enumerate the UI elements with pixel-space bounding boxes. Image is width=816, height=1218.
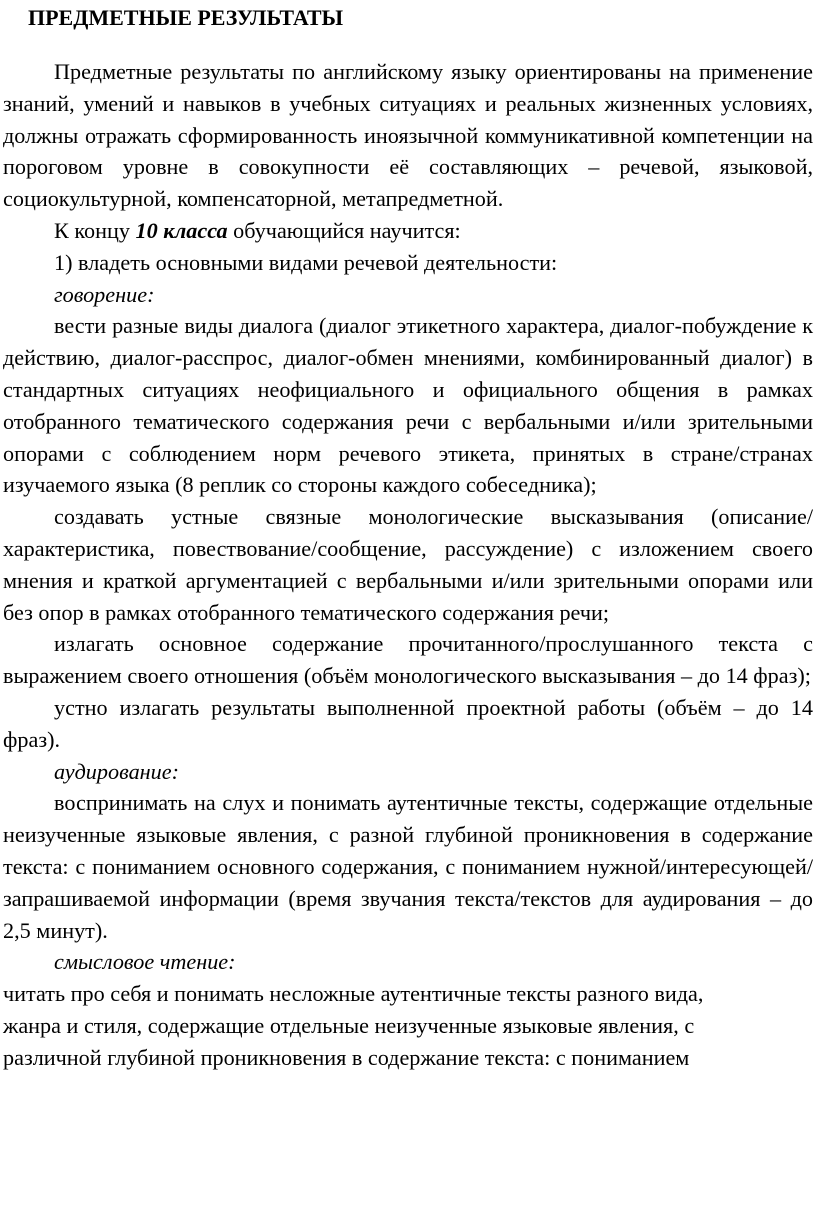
speaking-paragraph-1: вести разные виды диалога (диалог этикетного характера, диалог-побуждение к действию, диалог-расспрос, диалог-обмен мнениями, комбинированный диалог) в стандартных ситуациях неофициального и официального общения в рамках отобранного тематического содержания речи с вербальными и/или зрительными опорами с соблюдением норм речевого этикета, принятых в стране/странах изучаемого языка (8 реплик со стороны каждого собеседника); xyxy=(3,313,813,498)
reading-line-3: различной глубиной проникновения в содержание текста: с пониманием xyxy=(3,1044,690,1070)
grade-line-after: обучающийся научится: xyxy=(227,217,461,243)
grade-line-before: К концу xyxy=(54,217,136,243)
speaking-paragraph-4: устно излагать результаты выполненной проектной работы (объём – до 14 фраз). xyxy=(3,694,813,752)
spacer xyxy=(3,32,813,56)
listening-paragraph-1: воспринимать на слух и понимать аутентичные тексты, содержащие отдельные неизученные языковые явления, с разной глубиной проникновения в содержание текста: с пониманием основного содержания, с пониманием нужной/интересующей/запрашиваемой информации (время звучания текста/текстов для аудирования – до 2,5 минут). xyxy=(3,790,813,943)
speaking-paragraph-3: излагать основное содержание прочитанного/прослушанного текста с выражением своего отношения (объём монологического высказывания – до 14 фраз); xyxy=(3,631,813,689)
speaking-title: говорение: xyxy=(54,281,155,307)
listening-title: аудирование: xyxy=(54,758,179,784)
reading-line-2: жанра и стиля, содержащие отдельные неизученные языковые явления, с xyxy=(3,1012,695,1038)
intro-paragraph: Предметные результаты по английскому языку ориентированы на применение знаний, умений и навыков в учебных ситуациях и реальных жизненных условиях, должны отражать сформированность иноязычной коммуникативной компетенции на пороговом уровне в совокупности её составляющих – речевой, языковой, социокультурной, компенсаторной, метапредметной. xyxy=(3,59,813,212)
reading-line-1: читать про себя и понимать несложные аутентичные тексты разного вида, xyxy=(3,981,704,1007)
speaking-paragraph-2: создавать устные связные монологические высказывания (описание/характеристика, повествование/сообщение, рассуждение) с изложением своего мнения и краткой аргументацией с вербальными и/или зрительными опорами или без опор в рамках отобранного тематического содержания речи; xyxy=(3,504,813,625)
item-1: 1) владеть основными видами речевой деятельности: xyxy=(54,249,558,275)
grade-line xyxy=(3,215,813,247)
grade-line-bold: 10 класса xyxy=(135,217,228,243)
reading-title: смысловое чтение: xyxy=(54,949,236,975)
document-heading: ПРЕДМЕТНЫЕ РЕЗУЛЬТАТЫ xyxy=(28,5,344,30)
